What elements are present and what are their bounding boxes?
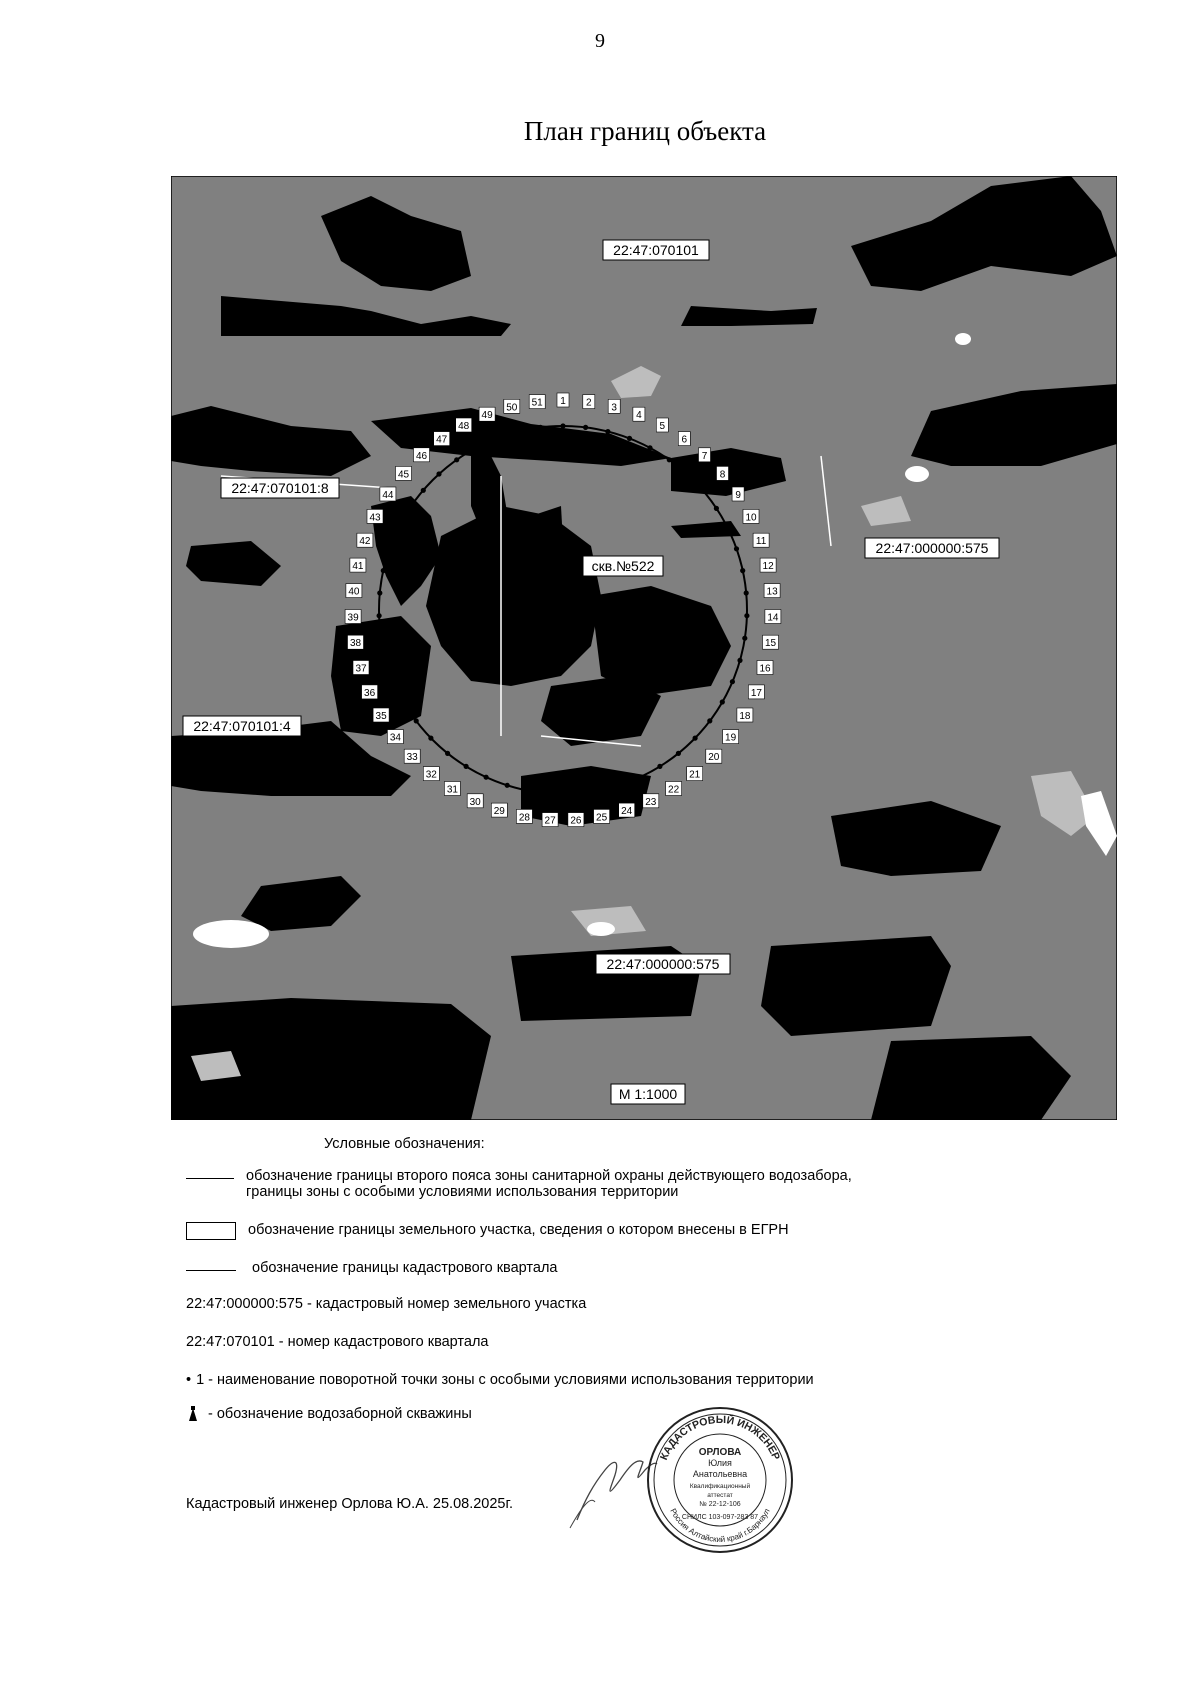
legend-quarter-number [186,1334,488,1350]
turning-point-47 [454,457,459,462]
turning-point-label-50: 50 [506,402,518,414]
stamp-snils: СНИЛС 103-097-283 87 [681,1514,759,1521]
turning-point-label-16: 16 [759,663,771,675]
turning-point-44 [407,506,412,511]
turning-point-8 [700,488,705,493]
legend-quarter-number-text: 22:47:070101 - номер кадастрового квартала [186,1334,489,1350]
turning-point-48 [473,445,478,450]
turning-point-15 [742,636,747,641]
turning-point-24 [616,783,621,788]
turning-point-34 [414,718,419,723]
turning-point-label-51: 51 [531,397,543,409]
turning-point-label-13: 13 [766,586,778,598]
turning-point-label-1: 1 [560,396,566,407]
engineer-signature-line: Кадастровый инженер Орлова Ю.А. 25.08.2025г. [186,1496,514,1512]
turning-point-6 [667,457,672,462]
turning-point-label-45: 45 [397,469,410,481]
turning-point-12 [740,568,745,573]
stamp-cert-3: № 22-12-106 [699,1501,741,1508]
legend-parcel-boundary [186,1222,789,1240]
dot-icon: • [186,1372,192,1388]
turning-point-41 [381,568,386,573]
label-scale: М 1:1000 [618,1086,678,1102]
turning-point-label-27: 27 [544,815,556,827]
turning-point-27 [549,791,554,796]
turning-point-label-29: 29 [493,806,505,818]
turning-point-label-43: 43 [369,512,381,524]
turning-point-label-2: 2 [586,397,592,409]
turning-point-label-10: 10 [745,512,757,524]
legend-parcel-number [186,1296,586,1312]
turning-point-5 [647,445,652,450]
turning-point-label-31: 31 [446,784,458,796]
turning-point-label-18: 18 [739,711,751,722]
turning-point-label-44: 44 [382,490,394,501]
turning-point-36 [391,679,396,684]
turning-point-25 [594,788,599,793]
legend-zone-text: обозначение границы второго пояса зоны санитарной охраны действующего водозабора, [246,1168,852,1184]
turning-point-33 [428,736,433,741]
legend-zone-boundary [186,1168,852,1200]
turning-point-29 [505,783,510,788]
turning-point-label-17: 17 [750,687,762,699]
legend-well [186,1406,472,1422]
well-icon [186,1406,200,1422]
turning-point-label-41: 41 [352,561,364,573]
legend-parcel-number-text: 22:47:000000:575 - кадастровый номер земельного участка [186,1296,587,1312]
turning-point-label-49: 49 [481,410,493,422]
turning-point-37 [383,658,388,663]
turning-point-49 [494,436,499,441]
parcel-box-symbol [186,1222,236,1240]
legend-well-text: - обозначение водозаборной скважины [208,1406,472,1422]
turning-point-label-19: 19 [725,732,737,744]
turning-point-label-20: 20 [708,752,720,764]
turning-point-10 [725,525,730,530]
turning-point-51 [538,425,543,430]
turning-point-13 [744,590,749,595]
legend-title: Условные обозначения: [324,1136,485,1152]
turning-point-label-32: 32 [425,769,437,781]
turning-point-label-7: 7 [701,450,708,462]
turning-point-21 [676,751,681,756]
stamp-name-3: Анатольевна [692,1469,748,1479]
label-parcel-4: 22:47:070101:4 [193,718,291,734]
turning-point-label-48: 48 [458,421,470,432]
legend-quarter-boundary [186,1260,557,1276]
turning-point-label-8: 8 [719,469,726,481]
turning-point-label-42: 42 [359,536,371,548]
turning-point-42 [387,546,392,551]
turning-point-50 [516,429,521,434]
turning-point-label-3: 3 [611,402,617,414]
turning-point-label-37: 37 [355,663,367,675]
zone-line-symbol [186,1178,234,1179]
map-canvas [171,176,1117,1120]
stamp-outer-top: КАДАСТРОВЫЙ ИНЖЕНЕР [657,1413,783,1462]
turning-point-label-35: 35 [375,711,387,722]
turning-point-label-22: 22 [668,784,680,796]
turning-point-4 [627,436,632,441]
turning-point-30 [484,775,489,780]
turning-point-label-28: 28 [518,812,530,824]
turning-point-label-15: 15 [764,638,777,650]
turning-point-19 [707,718,712,723]
turning-point-17 [730,679,735,684]
turning-point-39 [377,613,382,618]
legend-quarter-text: обозначение границы кадастрового квартала [252,1260,558,1276]
legend-parcel-text: обозначение границы земельного участка, сведения о котором внесены в ЕГРН [248,1222,789,1238]
stamp-cert-2: аттестат [707,1492,733,1499]
label-parcel-8: 22:47:070101:8 [231,480,329,496]
turning-point-label-34: 34 [389,732,401,744]
turning-point-label-26: 26 [570,815,582,827]
turning-point-label-30: 30 [469,796,481,808]
turning-point-label-46: 46 [415,450,428,462]
turning-point-label-47: 47 [436,434,448,446]
stamp-name-2: Юлия [708,1458,732,1468]
turning-point-45 [421,488,426,493]
turning-point-40 [377,590,382,595]
turning-point-2 [583,425,588,430]
turning-point-label-12: 12 [762,561,774,573]
turning-point-label-36: 36 [364,687,376,699]
turning-point-label-14: 14 [767,612,779,624]
turning-point-14 [744,613,749,618]
stamp-outer-bottom: Россия Алтайский край г.Барнаул [668,1507,772,1545]
turning-point-label-23: 23 [645,796,657,808]
turning-point-9 [714,506,719,511]
turning-point-31 [464,764,469,769]
stamp-name-1: ОРЛОВА [698,1447,742,1458]
turning-point-1 [560,423,565,428]
turning-point-label-6: 6 [681,434,688,446]
turning-point-label-25: 25 [596,812,608,824]
turning-point-23 [637,775,642,780]
boundary-map [171,176,1117,1120]
turning-point-11 [734,546,739,551]
label-parcel-575-bottom: 22:47:000000:575 [606,956,720,972]
turning-point-label-39: 39 [347,612,359,624]
turning-point-label-40: 40 [348,586,360,598]
turning-point-43 [396,525,401,530]
engineer-stamp [645,1405,795,1555]
label-well: скв.№522 [591,558,655,574]
turning-point-3 [605,429,610,434]
turning-point-label-21: 21 [689,769,701,781]
turning-point-46 [436,471,441,476]
turning-point-28 [527,788,532,793]
turning-point-32 [445,751,450,756]
quarter-line-symbol [186,1270,236,1271]
page-title: План границ объекта [523,116,767,146]
legend-point-name-text: 1 - наименование поворотной точки зоны с особыми условиями использования территории [196,1372,814,1388]
turning-point-label-4: 4 [636,410,642,422]
turning-point-35 [401,699,406,704]
turning-point-7 [684,471,689,476]
turning-point-38 [379,636,384,641]
legend-point-name [186,1372,814,1388]
turning-point-label-38: 38 [349,638,362,650]
turning-point-label-9: 9 [735,490,741,501]
turning-point-20 [693,736,698,741]
turning-point-label-33: 33 [406,752,418,764]
legend-zone-text-2: границы зоны с особыми условиями использования территории [246,1184,679,1200]
turning-point-label-5: 5 [659,421,666,432]
label-quarter-top: 22:47:070101 [613,242,699,258]
turning-point-26 [572,791,577,796]
turning-point-16 [737,658,742,663]
turning-point-label-11: 11 [755,536,767,548]
svg-text:Россия Алтайский край г.Барнау [668,1507,771,1544]
page-number: 9 [595,30,605,52]
turning-point-label-24: 24 [621,806,633,818]
turning-point-22 [657,764,662,769]
stamp-cert-1: Квалификационный [689,1483,751,1490]
label-parcel-575-right: 22:47:000000:575 [875,540,989,556]
turning-point-18 [720,699,725,704]
